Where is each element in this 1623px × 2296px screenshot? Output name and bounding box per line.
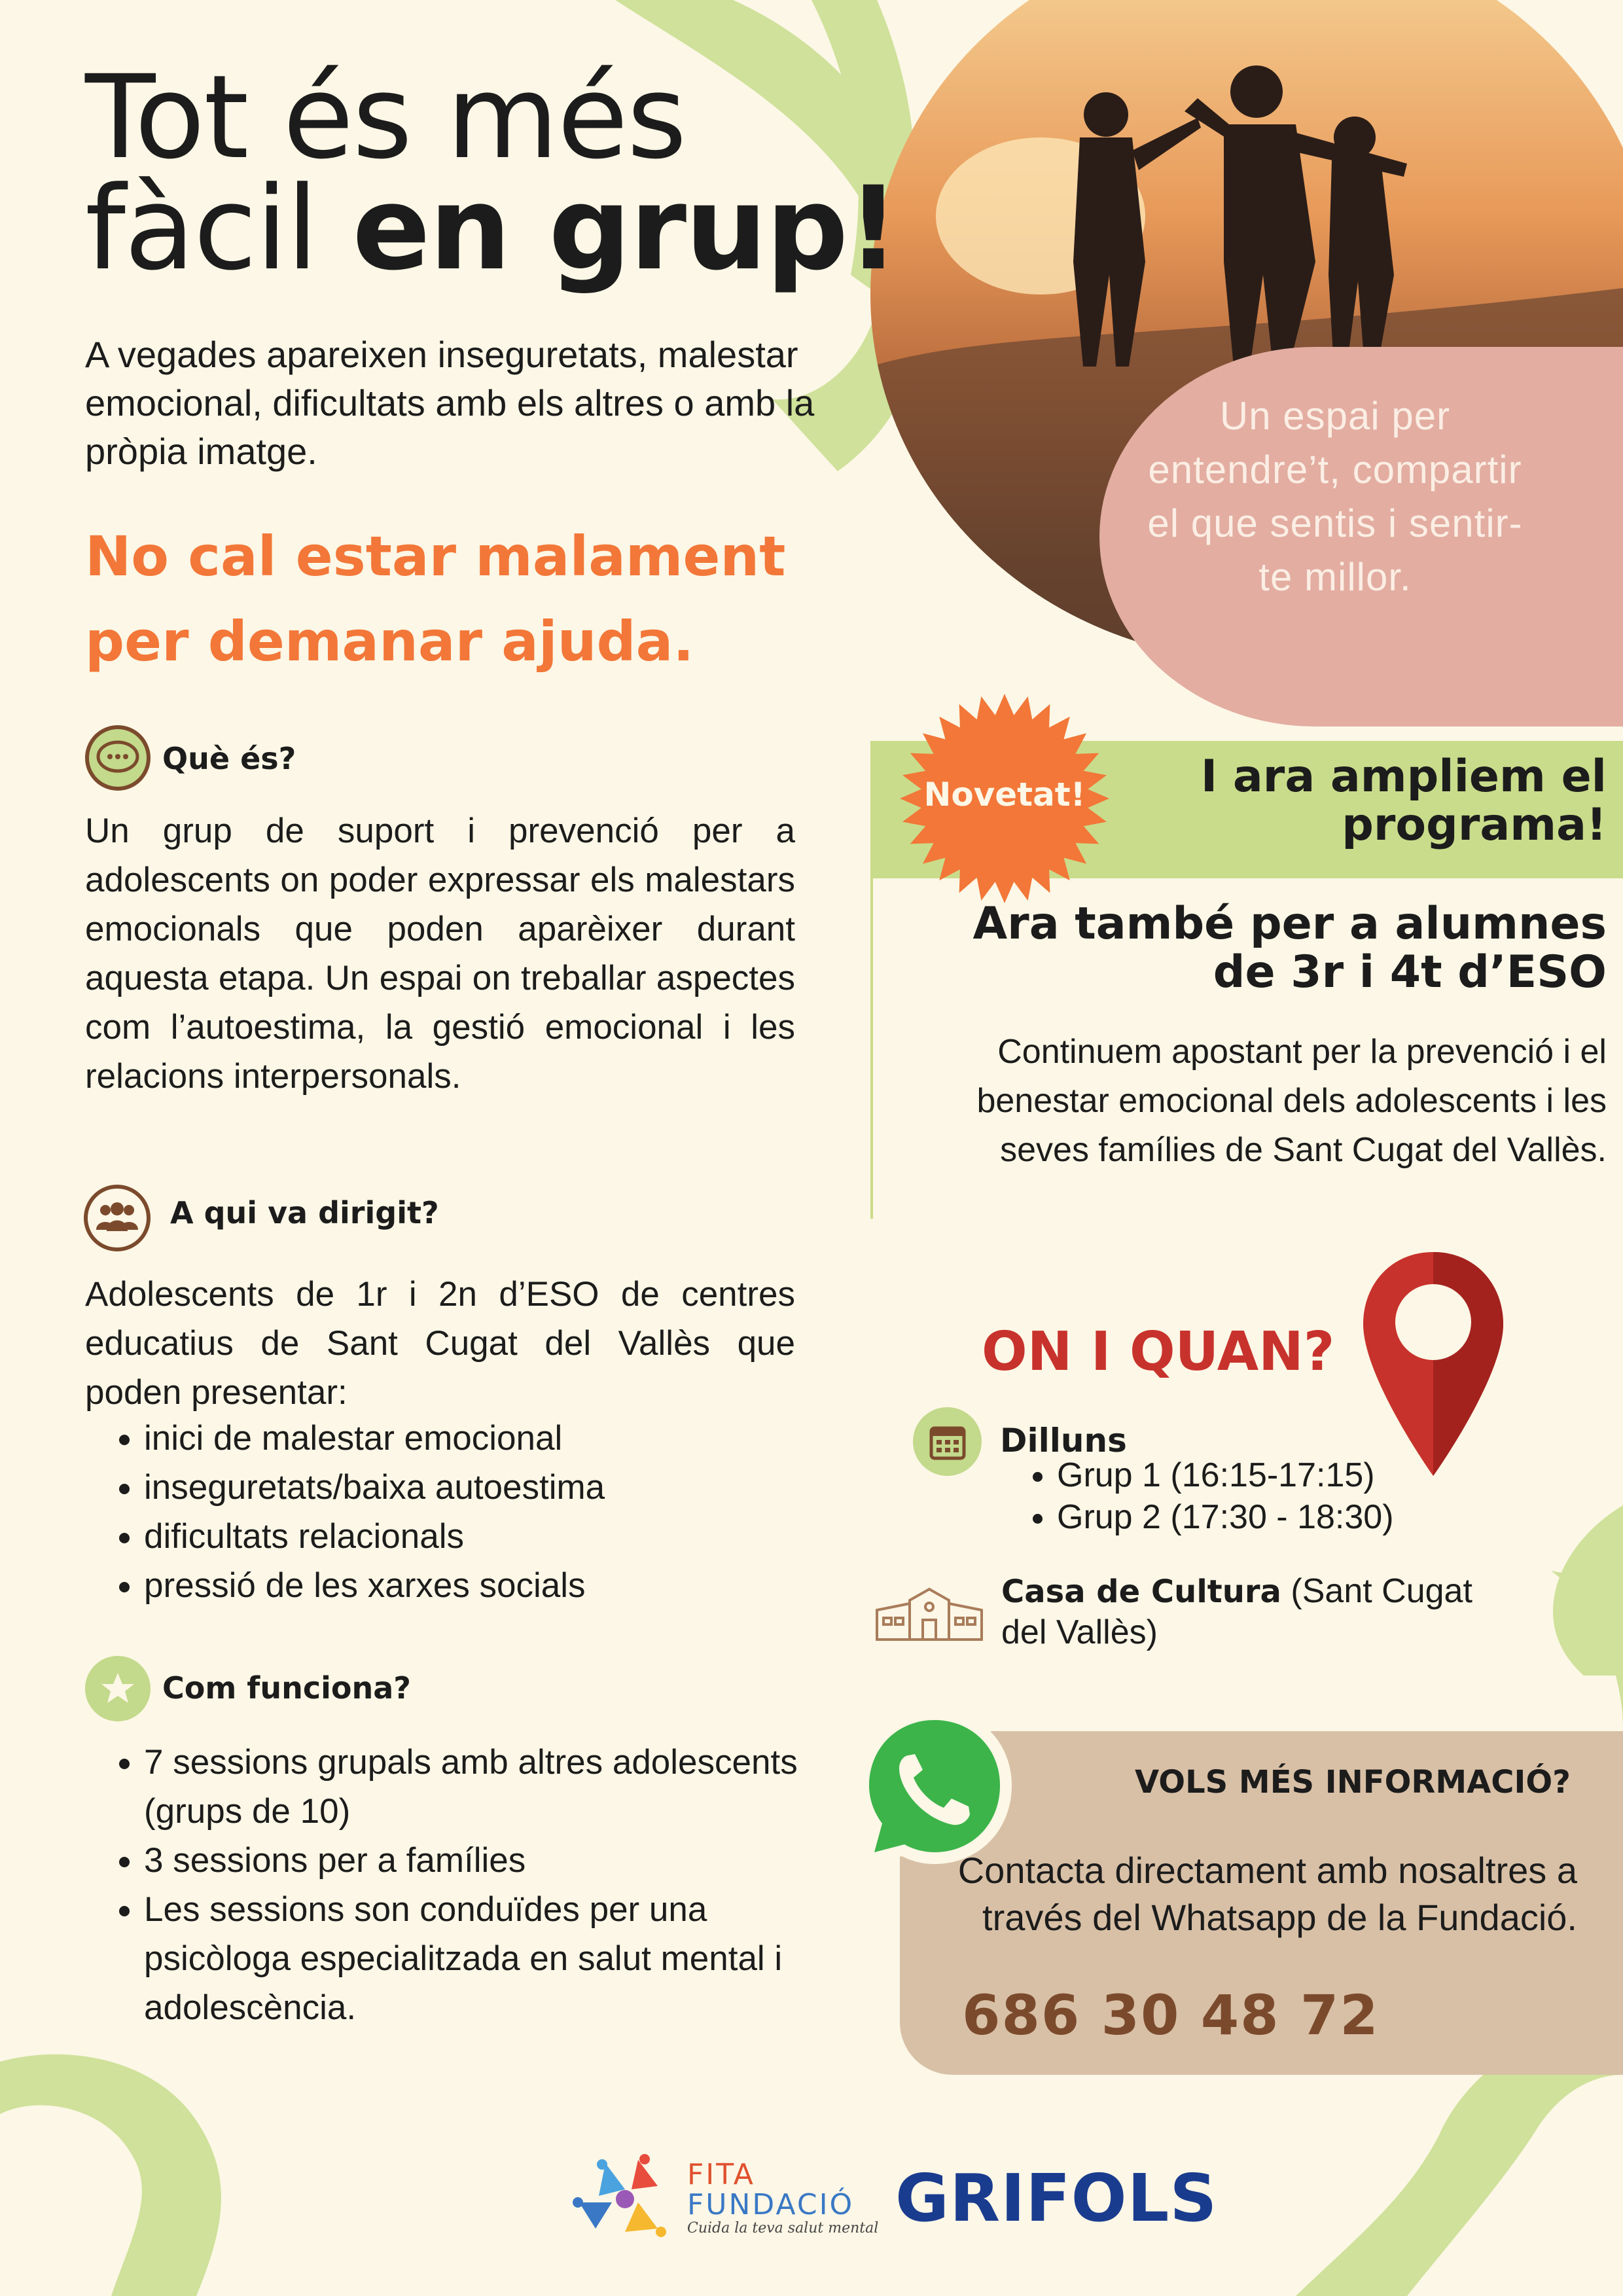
novetat-sub-line-1: Ara també per a alumnes (972, 898, 1607, 950)
grifols-logo: GRIFOLS (895, 2160, 1218, 2236)
calendar-icon (913, 1407, 982, 1476)
fita-logo-text (687, 2160, 878, 2236)
location-pin-icon (1358, 1247, 1508, 1482)
on-quan-place (1001, 1571, 1525, 1653)
title-line-1: Tot és més (85, 50, 686, 185)
info-text: Contacta directament amb nosaltres a través del Whatsapp de la Fundació. (957, 1850, 1577, 1938)
list-item: • dificultats relacionals (144, 1512, 798, 1561)
photo-bubble (1099, 347, 1623, 726)
a-qui-text: Adolescents de 1r i 2n d’ESO de centres educatius de Sant Cugat del Vallès que poden presentar: (85, 1275, 795, 1412)
novetat-divider (870, 878, 873, 1219)
list-item: • 7 sessions grupals amb altres adolescents (grups de 10) (144, 1738, 831, 1836)
novetat-heading-line-2: programa! (1342, 799, 1607, 851)
people-icon (84, 1185, 151, 1251)
fita-logo-mark (566, 2150, 684, 2255)
novetat-subheading (903, 900, 1607, 997)
fita-name: FITA (687, 2158, 755, 2191)
chat-icon (85, 725, 151, 791)
list-item: • 3 sessions per a famílies (144, 1836, 831, 1885)
com-funciona-heading: Com funciona? (162, 1670, 411, 1706)
novetat-sub-line-2: de 3r i 4t d’ESO (1213, 946, 1607, 998)
star-icon (85, 1656, 151, 1721)
a-qui-list (88, 1414, 798, 1610)
highlight-line-2: per demanar ajuda. (85, 609, 694, 673)
highlight-heading (85, 514, 870, 684)
novetat-heading (1113, 753, 1607, 850)
photo-bubble-text: Un espai per entendre’t, compartir el que sentis i sentir-te millor. (1147, 394, 1523, 599)
on-quan-heading: ON I QUAN? (982, 1321, 1335, 1383)
que-es-heading: Què és? (162, 741, 296, 776)
on-quan-groups (1001, 1454, 1515, 1538)
que-es-text: Un grup de suport i prevenció per a adolescents on poder expressar els malestars emocionals que poden aparèixer durant aquesta etapa. Un espai on treballar aspectes com l’autoestima, la gestió emocional i les relacions interpersonals. (85, 812, 795, 1096)
main-title (85, 50, 899, 296)
title-line-2-bold: en grup! (352, 162, 899, 296)
on-quan-day: Dilluns (1000, 1422, 1127, 1460)
title-line-2-light: fàcil (85, 162, 353, 296)
list-item: • inici de malestar emocional (144, 1414, 798, 1463)
list-item: • Les sessions son conduïdes per una psicòloga especialitzada en salut mental i adolescència. (144, 1885, 831, 2032)
place-name: Casa de Cultura (1001, 1573, 1281, 1610)
novetat-badge: Novetat! (923, 776, 1086, 814)
list-item: • Grup 2 (17:30 - 18:30) (1057, 1496, 1515, 1538)
com-funciona-list (88, 1738, 831, 2032)
place-town: (Sant Cugat del Vallès) (1001, 1572, 1472, 1651)
highlight-line-1: No cal estar malament (85, 524, 786, 588)
fita-fundacio: FUNDACIÓ (687, 2188, 855, 2221)
info-phone: 686 30 48 72 (962, 1983, 1380, 2047)
novetat-text: Continuem apostant per la prevenció i el benestar emocional dels adolescents i les seves famílies de Sant Cugat del Vallès. (976, 1033, 1607, 1169)
info-heading: VOLS MÉS INFORMACIÓ? (1134, 1764, 1571, 1801)
intro-text: A vegades apareixen inseguretats, malestar emocional, dificultats amb els altres o amb la pròpia imatge. (85, 334, 815, 472)
a-qui-heading: A qui va dirigit? (170, 1195, 439, 1230)
list-item: • pressió de les xarxes socials (144, 1561, 798, 1610)
list-item: • Grup 1 (16:15-17:15) (1057, 1454, 1515, 1496)
building-icon (870, 1584, 988, 1643)
novetat-heading-line-1: I ara ampliem el (1200, 751, 1607, 802)
title-line-2 (85, 162, 899, 296)
fita-tagline: Cuida la teva salut mental (687, 2220, 879, 2236)
list-item: • inseguretats/baixa autoestima (144, 1463, 798, 1512)
